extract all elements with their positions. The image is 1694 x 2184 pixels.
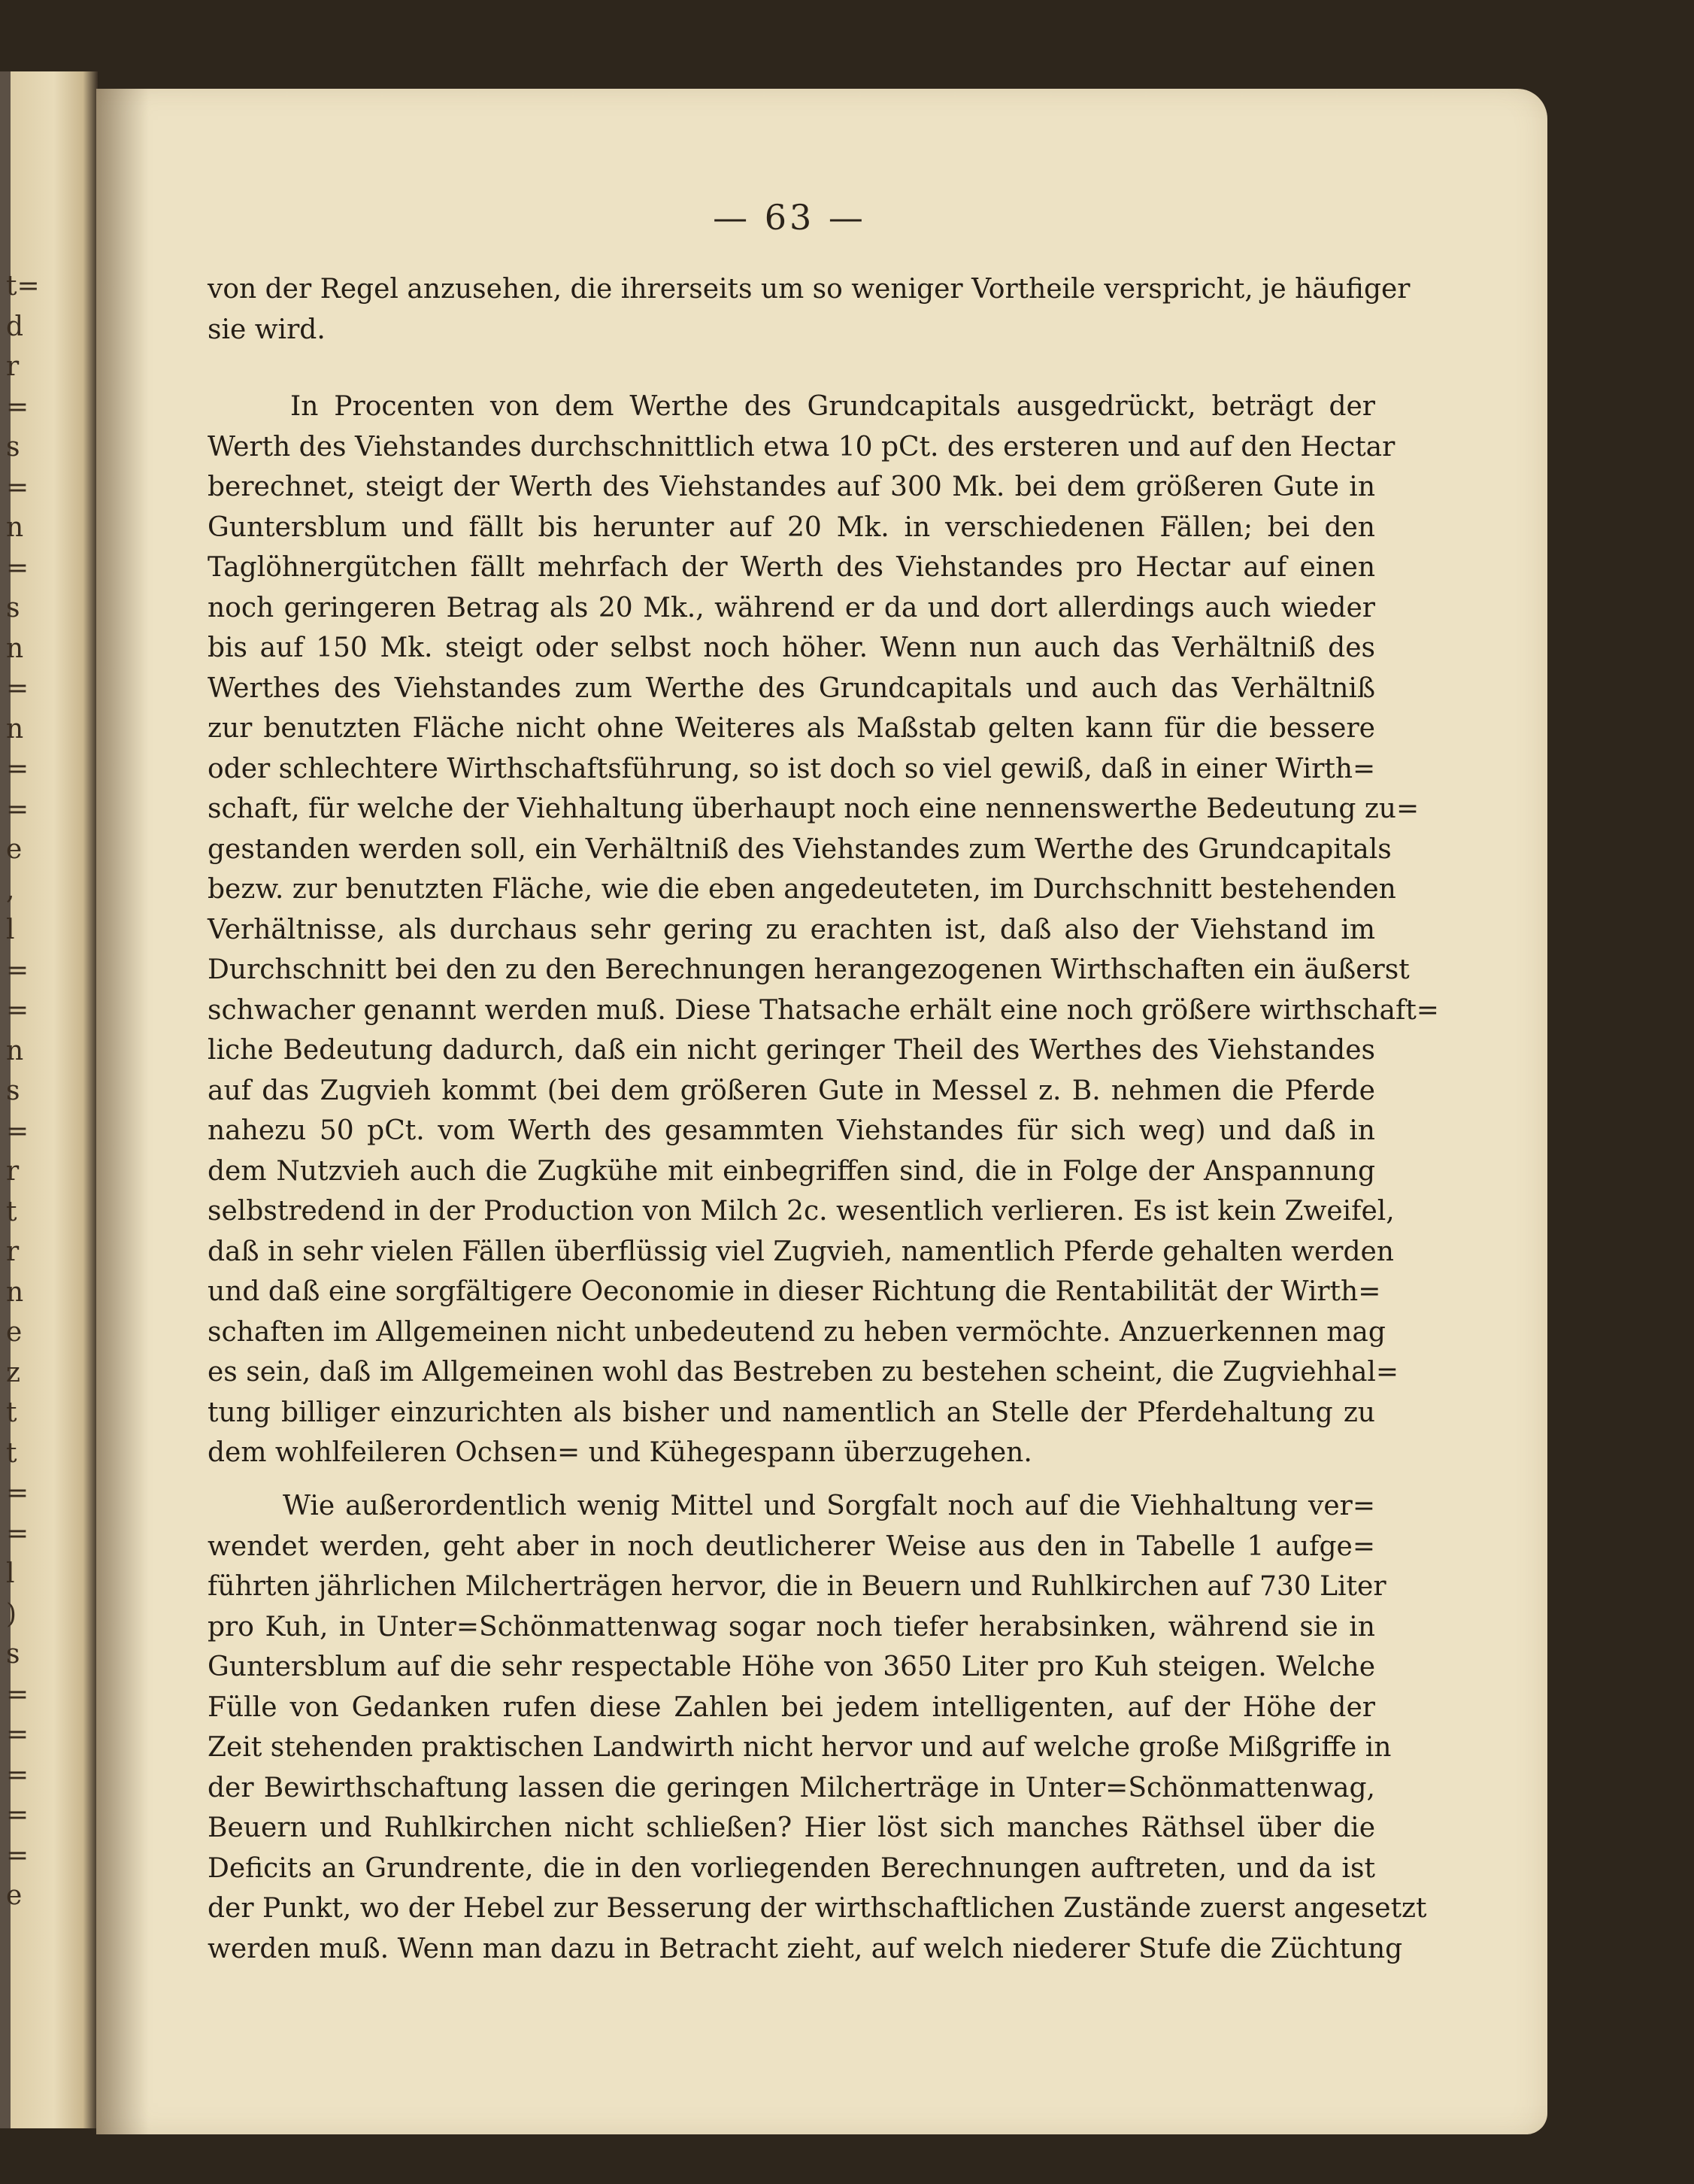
text-line: bis auf 150 Mk. steigt oder selbst noch höher. Wenn nun auch das Verhältniß des: [208, 632, 1375, 663]
text-line: Durchschnitt bei den zu den Berechnungen herangezogenen Wirthschaften ein äußerst: [208, 954, 1410, 985]
text-line: berechnet, steigt der Werth des Viehstandes auf 300 Mk. bei dem größeren Gute in: [208, 472, 1375, 502]
margin-fragment: l: [6, 915, 15, 945]
margin-fragment: l: [6, 1558, 15, 1589]
margin-fragment: ): [6, 1598, 17, 1630]
text-line: dem Nutzvieh auch die Zugkühe mit einbegriffen sind, die in Folge der Anspannung: [208, 1155, 1375, 1187]
text-line: gestanden werden soll, ein Verhältniß des Viehstandes zum Werthe des Grundcapitals: [208, 833, 1392, 865]
text-line: der Bewirthschaftung lassen die geringen Milcherträge in Unter=Schönmattenwag,: [208, 1772, 1375, 1803]
margin-fragment: e: [6, 1317, 23, 1348]
text-line: zur benutzten Fläche nicht ohne Weiteres als Maßstab gelten kann für die bessere: [208, 713, 1375, 744]
spine-shadow: [96, 89, 149, 2134]
margin-fragment: =: [6, 1115, 29, 1147]
margin-fragment: =: [6, 1679, 29, 1710]
text-line: der Punkt, wo der Hebel zur Besserung der wirthschaftlichen Zustände zuerst angesetzt: [208, 1893, 1427, 1924]
text-line: oder schlechtere Wirthschaftsführung, so ist doch so viel gewiß, daß in einer Wirth=: [208, 753, 1376, 784]
text-line: schaft, für welche der Viehhaltung überhaupt noch eine nennenswerthe Bedeutung zu=: [208, 793, 1420, 824]
margin-fragment: r: [6, 1156, 20, 1187]
margin-fragment: =: [6, 1719, 29, 1750]
margin-fragment: ,: [6, 874, 15, 905]
text-line: bezw. zur benutzten Fläche, wie die eben angedeuteten, im Durchschnitt bestehenden: [208, 874, 1396, 905]
text-line: daß in sehr vielen Fällen überflüssig viel Zugvieh, namentlich Pferde gehalten werden: [208, 1236, 1394, 1267]
text-line: noch geringeren Betrag als 20 Mk., während er da und dort allerdings auch wieder: [208, 592, 1375, 623]
text-line: nahezu 50 pCt. vom Werth des gesammten Viehstandes für sich weg) und daß in: [208, 1115, 1375, 1146]
margin-fragment: t=: [6, 271, 40, 302]
margin-fragment: s: [6, 1639, 20, 1670]
text-line: Guntersblum auf die sehr respectable Höhe von 3650 Liter pro Kuh steigen. Welche: [208, 1652, 1375, 1682]
margin-fragment: e: [6, 1880, 23, 1911]
text-line: Werthes des Viehstandes zum Werthe des Grundcapitals und auch das Verhältniß: [208, 672, 1375, 704]
text-line: von der Regel anzusehen, die ihrerseits um so weniger Vortheile verspricht, je häufiger: [208, 274, 1411, 305]
text-line: pro Kuh, in Unter=Schönmattenwag sogar noch tiefer herabsinken, während sie in: [208, 1611, 1375, 1643]
text-line: Beuern und Ruhlkirchen nicht schließen? Hier löst sich manches Räthsel über die: [208, 1812, 1375, 1843]
text-line: Fülle von Gedanken rufen diese Zahlen bei jedem intelligenten, auf der Höhe der: [208, 1691, 1375, 1723]
text-line: Guntersblum und fällt bis herunter auf 20 Mk. in verschiedenen Fällen; bei den: [208, 511, 1375, 543]
margin-fragment: r: [6, 351, 20, 382]
margin-fragment: =: [6, 391, 29, 423]
margin-fragment: n: [6, 632, 24, 664]
margin-fragment: =: [6, 954, 29, 986]
margin-fragment: =: [6, 1518, 29, 1549]
text-line: Werth des Viehstandes durchschnittlich etwa 10 pCt. des ersteren und auf den Hectar: [208, 431, 1396, 463]
text-line: dem wohlfeileren Ochsen= und Kühegespann überzugehen.: [208, 1437, 1032, 1468]
margin-fragment: r: [6, 1236, 20, 1267]
margin-fragment: t: [6, 1196, 17, 1227]
text-line: auf das Zugvieh kommt (bei dem größeren Gute in Messel z. B. nehmen die Pferde: [208, 1075, 1375, 1106]
text-line: schaften im Allgemeinen nicht unbedeutend zu heben vermöchte. Anzuerkennen mag: [208, 1316, 1386, 1348]
margin-fragment: d: [6, 311, 24, 342]
margin-fragment: =: [6, 1478, 29, 1509]
text-line: liche Bedeutung dadurch, daß ein nicht geringer Theil des Werthes des Viehstandes: [208, 1035, 1375, 1066]
text-line: tung billiger einzurichten als bisher und namentlich an Stelle der Pferdehaltung zu: [208, 1397, 1375, 1428]
margin-fragment: =: [6, 1800, 29, 1831]
text-line: Taglöhnergütchen fällt mehrfach der Werth des Viehstandes pro Hectar auf einen: [208, 552, 1375, 583]
text-line: Verhältnisse, als durchaus sehr gering zu erachten ist, daß also der Viehstand im: [208, 914, 1375, 945]
margin-fragment: t: [6, 1437, 17, 1469]
margin-fragment: s: [6, 1075, 20, 1106]
margin-fragment: e: [6, 834, 23, 865]
text-line: Zeit stehenden praktischen Landwirth nicht hervor und auf welche große Mißgriffe in: [208, 1732, 1392, 1763]
margin-fragment: =: [6, 472, 29, 503]
margin-fragment: n: [6, 1035, 24, 1066]
text-line: werden muß. Wenn man dazu in Betracht zieht, auf welch niederer Stufe die Züchtung: [208, 1933, 1403, 1964]
text-line: In Procenten von dem Werthe des Grundcapitals ausgedrückt, beträgt der: [290, 391, 1375, 422]
text-line: Deficits an Grundrente, die in den vorliegenden Berechnungen auftreten, und da ist: [208, 1852, 1375, 1884]
text-line: sie wird.: [208, 314, 326, 345]
text-line: und daß eine sorgfältigere Oeconomie in dieser Richtung die Rentabilität der Wirth=: [208, 1276, 1381, 1307]
margin-fragment: =: [6, 552, 29, 584]
text-line: Wie außerordentlich wenig Mittel und Sorgfalt noch auf die Viehhaltung ver=: [283, 1491, 1375, 1521]
margin-fragment: =: [6, 754, 29, 784]
margin-fragment: =: [6, 1759, 29, 1791]
page-number: — 63 —: [713, 197, 866, 238]
margin-fragment: =: [6, 793, 29, 825]
text-line: führten jährlichen Milcherträgen hervor, die in Beuern und Ruhlkirchen auf 730 Liter: [208, 1571, 1386, 1602]
margin-fragment: n: [6, 1276, 24, 1308]
margin-fragment: s: [6, 432, 20, 463]
text-line: wendet werden, geht aber in noch deutlicherer Weise aus den in Tabelle 1 aufge=: [208, 1530, 1375, 1562]
margin-fragment: =: [6, 995, 29, 1026]
margin-fragment: t: [6, 1397, 17, 1428]
margin-fragment: z: [6, 1357, 20, 1388]
margin-fragment: =: [6, 1840, 29, 1871]
text-line: schwacher genannt werden muß. Diese Thatsache erhält eine noch größere wirthschaft=: [208, 994, 1439, 1026]
margin-fragment: =: [6, 673, 29, 704]
text-line: es sein, daß im Allgemeinen wohl das Bestreben zu bestehen scheint, die Zugviehhal=: [208, 1357, 1399, 1388]
margin-fragment: s: [6, 593, 20, 623]
text-line: selbstredend in der Production von Milch 2c. wesentlich verlieren. Es ist kein Zweifel,: [208, 1196, 1395, 1227]
margin-fragment: n: [6, 512, 24, 543]
margin-fragment: n: [6, 713, 24, 745]
